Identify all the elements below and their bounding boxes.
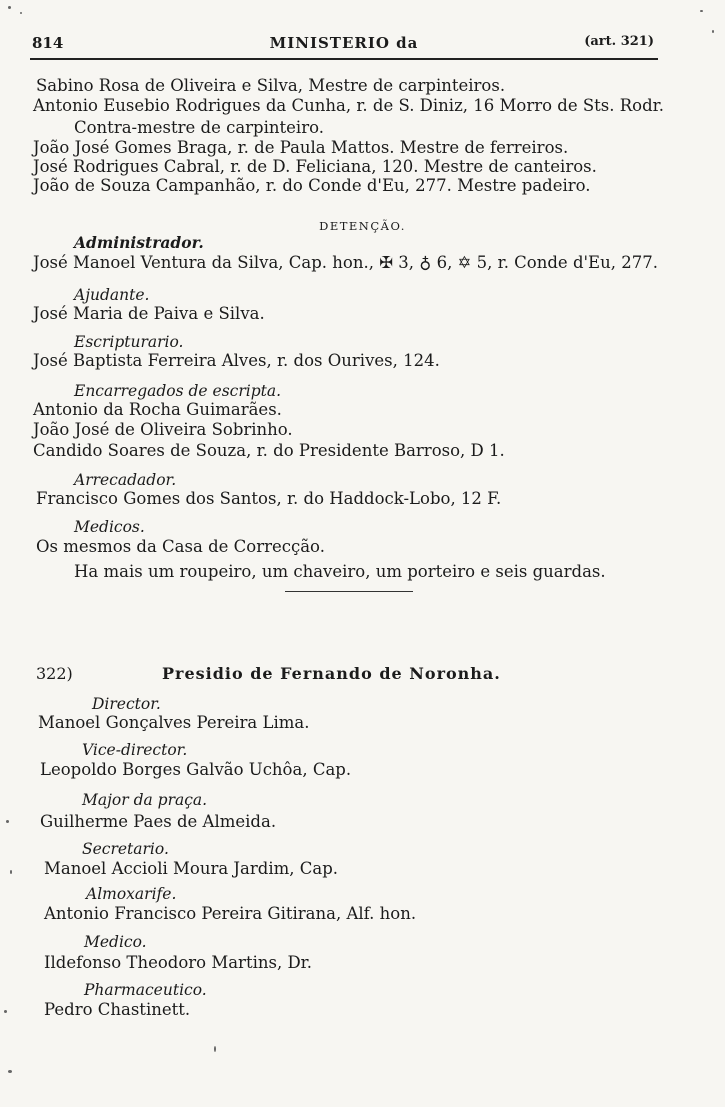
person-entry: Ildefonso Theodoro Martins, Dr. bbox=[44, 953, 312, 972]
role-label: Medicos. bbox=[74, 518, 145, 536]
person-entry: Manoel Accioli Moura Jardim, Cap. bbox=[44, 859, 338, 878]
staff-line: Sabino Rosa de Oliveira e Silva, Mestre de carpinteiros. bbox=[36, 76, 506, 95]
staff-line: João de Souza Campanhão, r. do Conde d'Eu, 277. Mestre padeiro. bbox=[33, 176, 591, 195]
scan-speck bbox=[712, 30, 714, 33]
section-title: Presidio de Fernando de Noronha. bbox=[162, 664, 501, 683]
page-number: 814 bbox=[32, 34, 64, 52]
person-entry: Pedro Chastinett. bbox=[44, 1000, 191, 1019]
scan-speck bbox=[8, 1070, 12, 1073]
staff-line: Antonio Eusebio Rodrigues da Cunha, r. de S. Diniz, 16 Morro de Sts. Rodr. bbox=[33, 96, 664, 115]
scan-speck bbox=[4, 1010, 7, 1013]
person-entry: Guilherme Paes de Almeida. bbox=[40, 812, 277, 831]
article-number: 322) bbox=[36, 664, 73, 683]
person-entry: João José de Oliveira Sobrinho. bbox=[33, 420, 293, 439]
scan-speck bbox=[20, 12, 22, 14]
role-label: Escripturario. bbox=[74, 333, 184, 351]
section-heading-detencao: DETENÇÃO. bbox=[319, 219, 406, 233]
person-entry: Leopoldo Borges Galvão Uchôa, Cap. bbox=[40, 760, 352, 779]
scan-speck bbox=[700, 10, 703, 12]
person-entry: Candido Soares de Souza, r. do Presidente Barroso, D 1. bbox=[33, 441, 505, 460]
scan-speck bbox=[10, 870, 12, 874]
role-label: Pharmaceutico. bbox=[84, 981, 207, 999]
person-entry: José Maria de Paiva e Silva. bbox=[33, 304, 265, 323]
role-label: Vice-director. bbox=[82, 741, 188, 759]
role-label: Secretario. bbox=[82, 840, 169, 858]
section-divider bbox=[285, 591, 413, 592]
person-entry: Francisco Gomes dos Santos, r. do Haddock-Lobo, 12 F. bbox=[36, 489, 502, 508]
scan-speck bbox=[214, 1046, 216, 1052]
scan-speck bbox=[6, 820, 9, 823]
article-reference: (art. 321) bbox=[584, 34, 654, 49]
person-entry: Antonio Francisco Pereira Gitirana, Alf. hon. bbox=[44, 904, 417, 923]
role-label: Director. bbox=[92, 695, 161, 713]
scan-speck bbox=[8, 6, 11, 9]
person-entry: José Manoel Ventura da Silva, Cap. hon., ✠ 3, ♁ 6, ✡ 5, r. Conde d'Eu, 277. bbox=[33, 253, 658, 272]
section-heading-presidio bbox=[36, 664, 656, 688]
staff-line: Contra-mestre de carpinteiro. bbox=[74, 118, 324, 137]
role-label: Medico. bbox=[84, 933, 147, 951]
role-label: Encarregados de escripta. bbox=[74, 382, 282, 400]
note-line: Ha mais um roupeiro, um chaveiro, um porteiro e seis guardas. bbox=[74, 562, 606, 581]
person-entry: Antonio da Rocha Guimarães. bbox=[33, 400, 282, 419]
page-header bbox=[30, 34, 658, 56]
role-label: Arrecadador. bbox=[74, 471, 177, 489]
staff-line: José Rodrigues Cabral, r. de D. Feliciana, 120. Mestre de canteiros. bbox=[33, 157, 597, 176]
header-rule bbox=[30, 58, 658, 60]
role-label: Administrador. bbox=[74, 233, 204, 252]
role-label: Almoxarife. bbox=[86, 885, 177, 903]
person-entry: José Baptista Ferreira Alves, r. dos Ourives, 124. bbox=[33, 351, 440, 370]
person-entry: Os mesmos da Casa de Correcção. bbox=[36, 537, 325, 556]
role-label: Ajudante. bbox=[74, 286, 150, 304]
role-label: Major da praça. bbox=[82, 791, 208, 809]
running-title: MINISTERIO da bbox=[269, 34, 419, 52]
staff-line: João José Gomes Braga, r. de Paula Mattos. Mestre de ferreiros. bbox=[33, 138, 569, 157]
person-entry: Manoel Gonçalves Pereira Lima. bbox=[38, 713, 310, 732]
